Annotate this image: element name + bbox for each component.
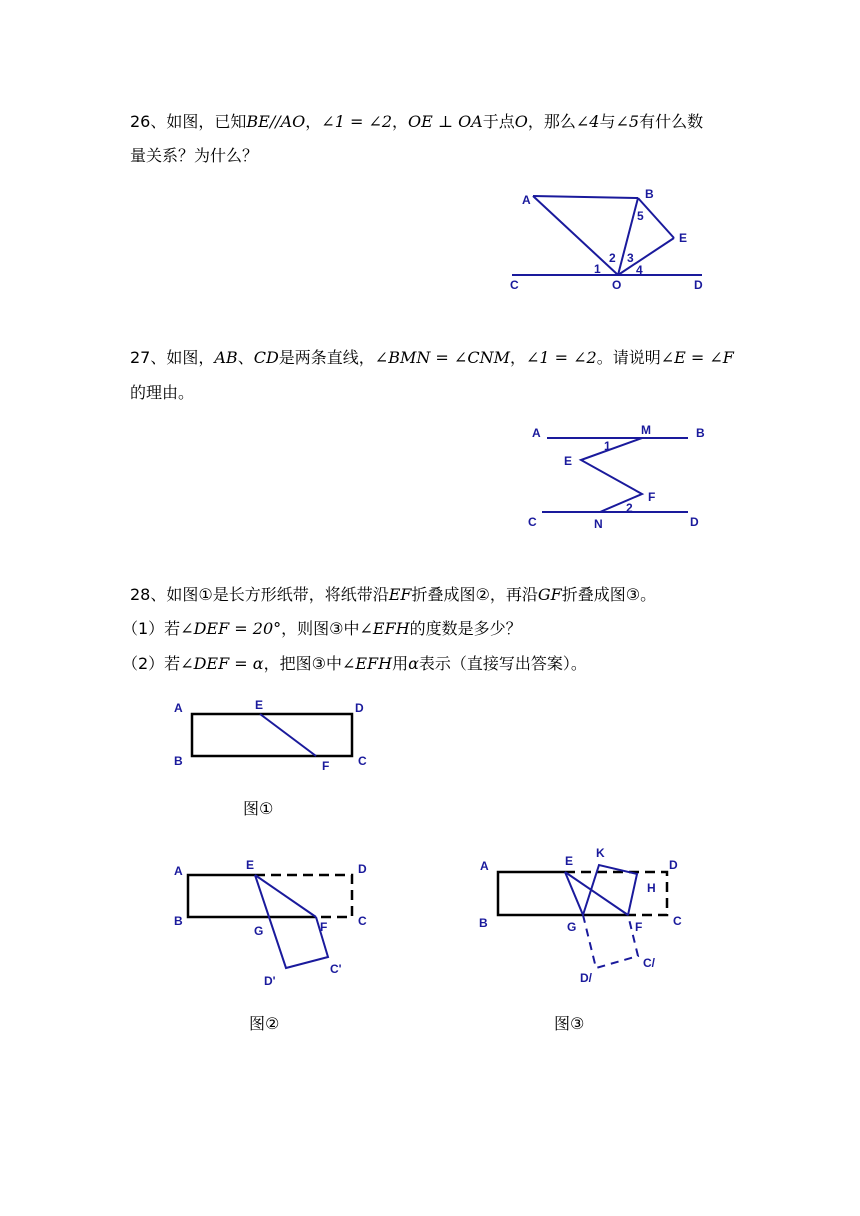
math: ∠DEF = 20° xyxy=(180,619,282,638)
text: 、 xyxy=(237,348,254,367)
label-B: B xyxy=(479,916,488,930)
label-G: G xyxy=(567,920,577,934)
math: BE//AO xyxy=(246,112,306,131)
label-B: B xyxy=(174,914,183,928)
label-C: C xyxy=(358,914,367,928)
label-C-prime: C' xyxy=(330,962,342,976)
text: 于点 xyxy=(482,112,515,131)
label-A: A xyxy=(522,193,531,207)
math: O xyxy=(514,112,528,131)
label-C: C xyxy=(528,515,537,529)
angle-2: 2 xyxy=(609,251,616,265)
label-K: K xyxy=(596,846,605,860)
label-F: F xyxy=(322,759,330,773)
label-C: C xyxy=(673,914,682,928)
math: EF xyxy=(388,585,412,604)
text: （2）若 xyxy=(122,654,181,673)
label-F: F xyxy=(635,920,643,934)
text: ，则图③中 xyxy=(281,619,360,638)
figure-2-caption: 图② xyxy=(249,1014,280,1033)
math: ∠DEF = α xyxy=(180,654,264,673)
math: ∠4 xyxy=(575,112,600,131)
label-F: F xyxy=(320,920,328,934)
label-O: O xyxy=(612,278,622,292)
label-D-prime: D' xyxy=(264,974,276,988)
label-E: E xyxy=(679,231,688,245)
label-D: D xyxy=(694,278,703,292)
text: （1）若 xyxy=(122,619,181,638)
label-B: B xyxy=(696,426,705,440)
math: ∠1 = ∠2 xyxy=(525,348,597,367)
figure-1-caption: 图① xyxy=(243,799,274,818)
label-A: A xyxy=(480,859,489,873)
text: ， xyxy=(509,348,526,367)
angle-4: 4 xyxy=(636,263,643,277)
label-A: A xyxy=(174,864,183,878)
angle-2: 2 xyxy=(626,501,633,515)
text: 折叠成图②，再沿 xyxy=(411,585,538,604)
label-C: C xyxy=(358,754,367,768)
q26-figure xyxy=(500,180,710,300)
text: 26、如图，已知 xyxy=(130,112,247,131)
label-N: N xyxy=(594,517,603,531)
q28-figure-2 xyxy=(170,855,380,995)
text: 折叠成图③。 xyxy=(561,585,657,604)
text: 是两条直线， xyxy=(278,348,375,367)
label-F: F xyxy=(648,490,656,504)
label-E: E xyxy=(246,858,255,872)
text: 表示（直接写出答案）。 xyxy=(418,654,587,673)
math: α xyxy=(408,654,419,673)
q26-line2: 量关系？为什么？ xyxy=(130,146,259,165)
angle-1: 1 xyxy=(594,262,601,276)
label-A: A xyxy=(174,701,183,715)
text: 27、如图， xyxy=(130,348,215,367)
angle-5: 5 xyxy=(637,209,644,223)
math: ∠E = ∠F xyxy=(660,348,734,367)
math: ∠EFH xyxy=(341,654,393,673)
q28-line1 xyxy=(130,585,656,605)
label-G: G xyxy=(254,924,264,938)
text: 用 xyxy=(392,654,409,673)
label-M: M xyxy=(641,423,651,437)
math: ∠EFH xyxy=(359,619,410,638)
label-D: D xyxy=(669,858,678,872)
text: ， xyxy=(392,112,409,131)
label-B: B xyxy=(174,754,183,768)
q28-figure-1 xyxy=(170,695,380,775)
q27-line2: 的理由。 xyxy=(130,383,195,402)
angle-1: 1 xyxy=(604,439,611,453)
label-C: C xyxy=(510,278,519,292)
label-H: H xyxy=(647,881,656,895)
math: AB xyxy=(214,348,238,367)
q27-line1 xyxy=(130,348,734,368)
figure-3-caption: 图③ xyxy=(554,1014,585,1033)
label-D: D xyxy=(690,515,699,529)
label-C-slash: C/ xyxy=(643,956,655,970)
label-D-slash: D/ xyxy=(580,971,592,985)
label-D: D xyxy=(355,701,364,715)
q26-line1 xyxy=(130,112,703,132)
math: ∠BMN = ∠CNM xyxy=(374,348,510,367)
text: 有什么数 xyxy=(639,112,704,131)
text: 。请说明 xyxy=(596,348,661,367)
q27-figure xyxy=(520,420,710,535)
text: 与 xyxy=(599,112,616,131)
label-A: A xyxy=(532,426,541,440)
label-B: B xyxy=(645,187,654,201)
label-D: D xyxy=(358,862,367,876)
math: GF xyxy=(537,585,562,604)
q28-figure-3 xyxy=(475,845,695,995)
text: ，把图③中 xyxy=(263,654,342,673)
angle-3: 3 xyxy=(627,251,634,265)
label-E: E xyxy=(564,454,573,468)
label-E: E xyxy=(565,854,574,868)
math: CD xyxy=(253,348,279,367)
label-E: E xyxy=(255,698,264,712)
text: 的度数是多少？ xyxy=(409,619,522,638)
text: 28、如图①是长方形纸带，将纸带沿 xyxy=(130,585,389,604)
text: ， xyxy=(305,112,322,131)
text: ，那么 xyxy=(527,112,576,131)
math: ∠5 xyxy=(615,112,640,131)
math: OE ⊥ OA xyxy=(408,112,483,131)
math: ∠1 = ∠2 xyxy=(321,112,393,131)
q28-part1 xyxy=(122,619,522,639)
q28-part2 xyxy=(122,654,587,674)
